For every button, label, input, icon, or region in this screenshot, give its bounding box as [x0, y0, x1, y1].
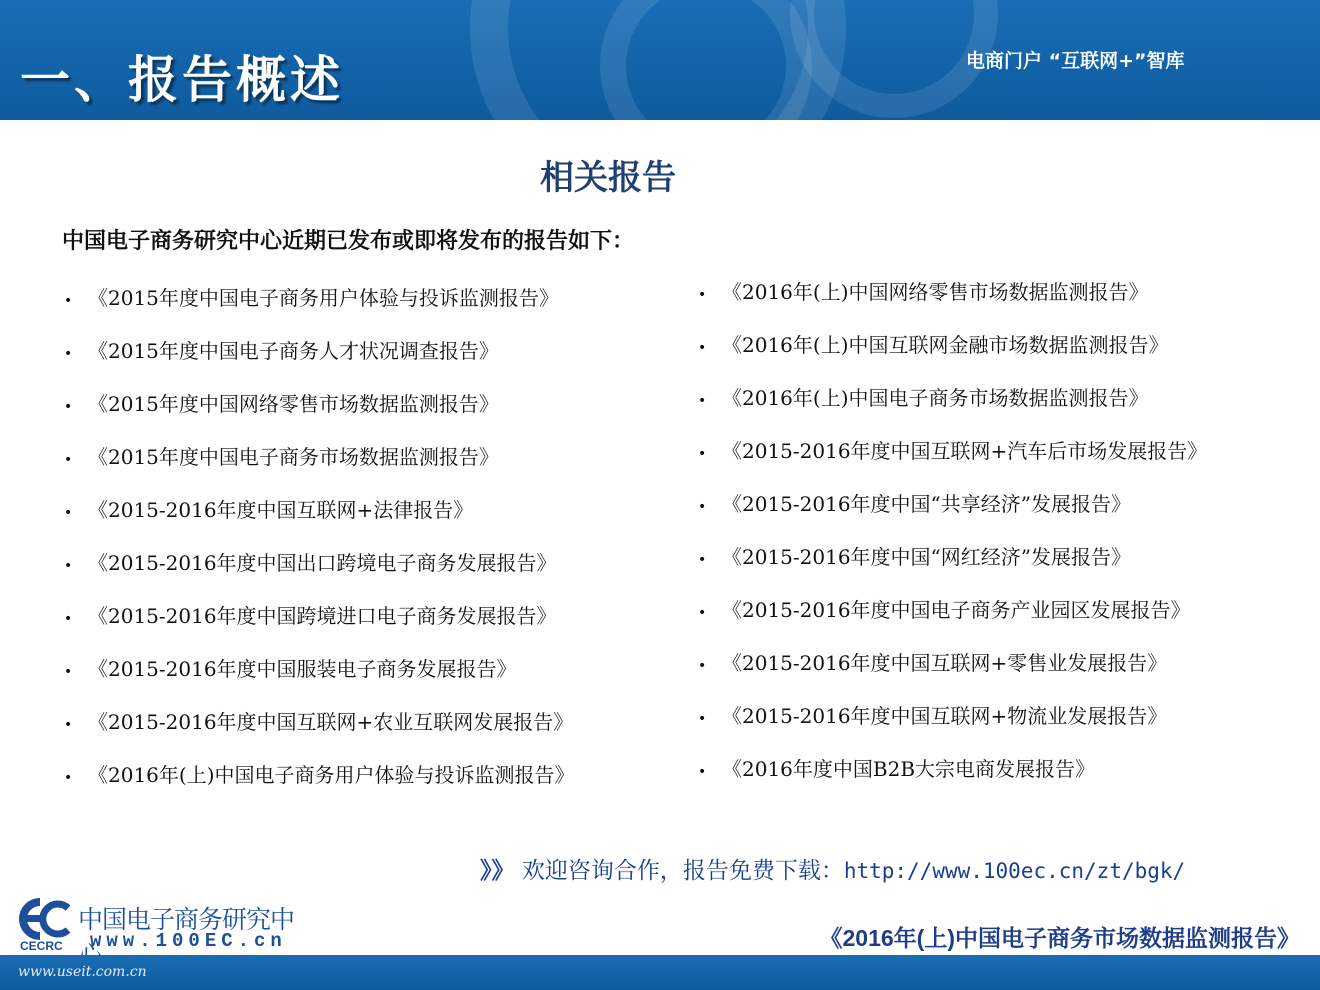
list-item [698, 647, 1207, 700]
bullet-icon: • [698, 393, 707, 409]
bullet-icon: • [64, 770, 73, 786]
bullet-icon: • [64, 664, 73, 680]
report-title: 《2015年度中国电子商务市场数据监测报告》 [88, 445, 499, 469]
bullet-icon: • [698, 499, 707, 515]
header-banner [0, 0, 1320, 120]
cta-line [480, 852, 1185, 885]
bullet-icon: • [698, 658, 707, 674]
section-heading: 相关报告 [540, 158, 676, 198]
report-title: 《2016年(上)中国电子商务市场数据监测报告》 [722, 386, 1149, 410]
list-item [64, 547, 575, 600]
bullet-icon: • [64, 505, 73, 521]
bullet-icon: • [64, 611, 73, 627]
decorative-swirl [600, 0, 812, 120]
footer-report-title: 《2016年(上)中国电子商务市场数据监测报告》 [819, 925, 1300, 951]
report-title: 《2015-2016年度中国跨境进口电子商务发展报告》 [88, 604, 557, 628]
report-title: 《2016年(上)中国电子商务用户体验与投诉监测报告》 [88, 763, 575, 787]
cecrc-logo [16, 898, 316, 958]
list-item [698, 329, 1207, 382]
footer-watermark: www.useit.com.cn [18, 964, 147, 980]
bullet-icon: • [64, 452, 73, 468]
cta-text: 欢迎咨询合作，报告免费下载： [521, 858, 844, 884]
bullet-icon: • [64, 717, 73, 733]
list-item [698, 382, 1207, 435]
bullet-icon: • [64, 346, 73, 362]
report-title: 《2015年度中国电子商务人才状况调查报告》 [88, 339, 499, 363]
report-title: 《2015-2016年度中国互联网+农业互联网发展报告》 [88, 710, 574, 734]
intro-text: 中国电子商务研究中心近期已发布或即将发布的报告如下： [62, 229, 635, 254]
report-title: 《2015-2016年度中国互联网+物流业发展报告》 [722, 704, 1168, 728]
list-item [64, 282, 575, 335]
report-title: 《2015-2016年度中国出口跨境电子商务发展报告》 [88, 551, 557, 575]
report-title: 《2015-2016年度中国互联网+零售业发展报告》 [722, 651, 1168, 675]
list-item [64, 494, 575, 547]
double-arrow-icon: 》》 [480, 858, 515, 884]
report-title: 《2015-2016年度中国电子商务产业园区发展报告》 [722, 598, 1191, 622]
report-title: 《2015-2016年度中国互联网+法律报告》 [88, 498, 474, 522]
report-title: 《2015年度中国电子商务用户体验与投诉监测报告》 [88, 286, 559, 310]
list-item [698, 753, 1207, 806]
bullet-icon: • [698, 552, 707, 568]
bullet-icon: • [64, 399, 73, 415]
page-title: 一、报告概述 [20, 51, 344, 109]
report-list-right [698, 276, 1207, 806]
list-item [64, 706, 575, 759]
report-title: 《2015-2016年度中国“网红经济”发展报告》 [722, 545, 1132, 569]
logo-url[interactable]: www.100EC.cn [90, 930, 287, 952]
bullet-icon: • [698, 605, 707, 621]
list-item [64, 759, 575, 812]
list-item [698, 276, 1207, 329]
list-item [698, 435, 1207, 488]
bullet-icon: • [698, 340, 707, 356]
footer-bar [0, 955, 1320, 990]
report-title: 《2016年(上)中国网络零售市场数据监测报告》 [722, 280, 1149, 304]
report-title: 《2015年度中国网络零售市场数据监测报告》 [88, 392, 499, 416]
bullet-icon: • [698, 446, 707, 462]
bullet-icon: • [64, 558, 73, 574]
list-item [64, 388, 575, 441]
list-item [698, 700, 1207, 753]
logo-name: 中国电子商务研究中 [78, 905, 295, 934]
report-title: 《2015-2016年度中国互联网+汽车后市场发展报告》 [722, 439, 1208, 463]
report-title: 《2016年度中国B2B大宗电商发展报告》 [722, 757, 1096, 781]
header-tagline: 电商门户 “互联网+”智库 [966, 50, 1185, 72]
report-list-left [64, 282, 575, 812]
list-item [64, 653, 575, 706]
bullet-icon: • [64, 293, 73, 309]
report-title: 《2015-2016年度中国“共享经济”发展报告》 [722, 492, 1132, 516]
list-item [698, 541, 1207, 594]
bullet-icon: • [698, 287, 707, 303]
report-title: 《2015-2016年度中国服装电子商务发展报告》 [88, 657, 517, 681]
bullet-icon: • [698, 711, 707, 727]
list-item [64, 441, 575, 494]
cecrc-logo-icon [16, 898, 74, 940]
list-item [698, 488, 1207, 541]
list-item [64, 600, 575, 653]
report-title: 《2016年(上)中国互联网金融市场数据监测报告》 [722, 333, 1169, 357]
list-item [698, 594, 1207, 647]
logo-abbreviation: CECRC [20, 939, 63, 953]
bullet-icon: • [698, 764, 707, 780]
download-link[interactable]: http://www.100ec.cn/zt/bgk/ [843, 859, 1186, 883]
list-item [64, 335, 575, 388]
